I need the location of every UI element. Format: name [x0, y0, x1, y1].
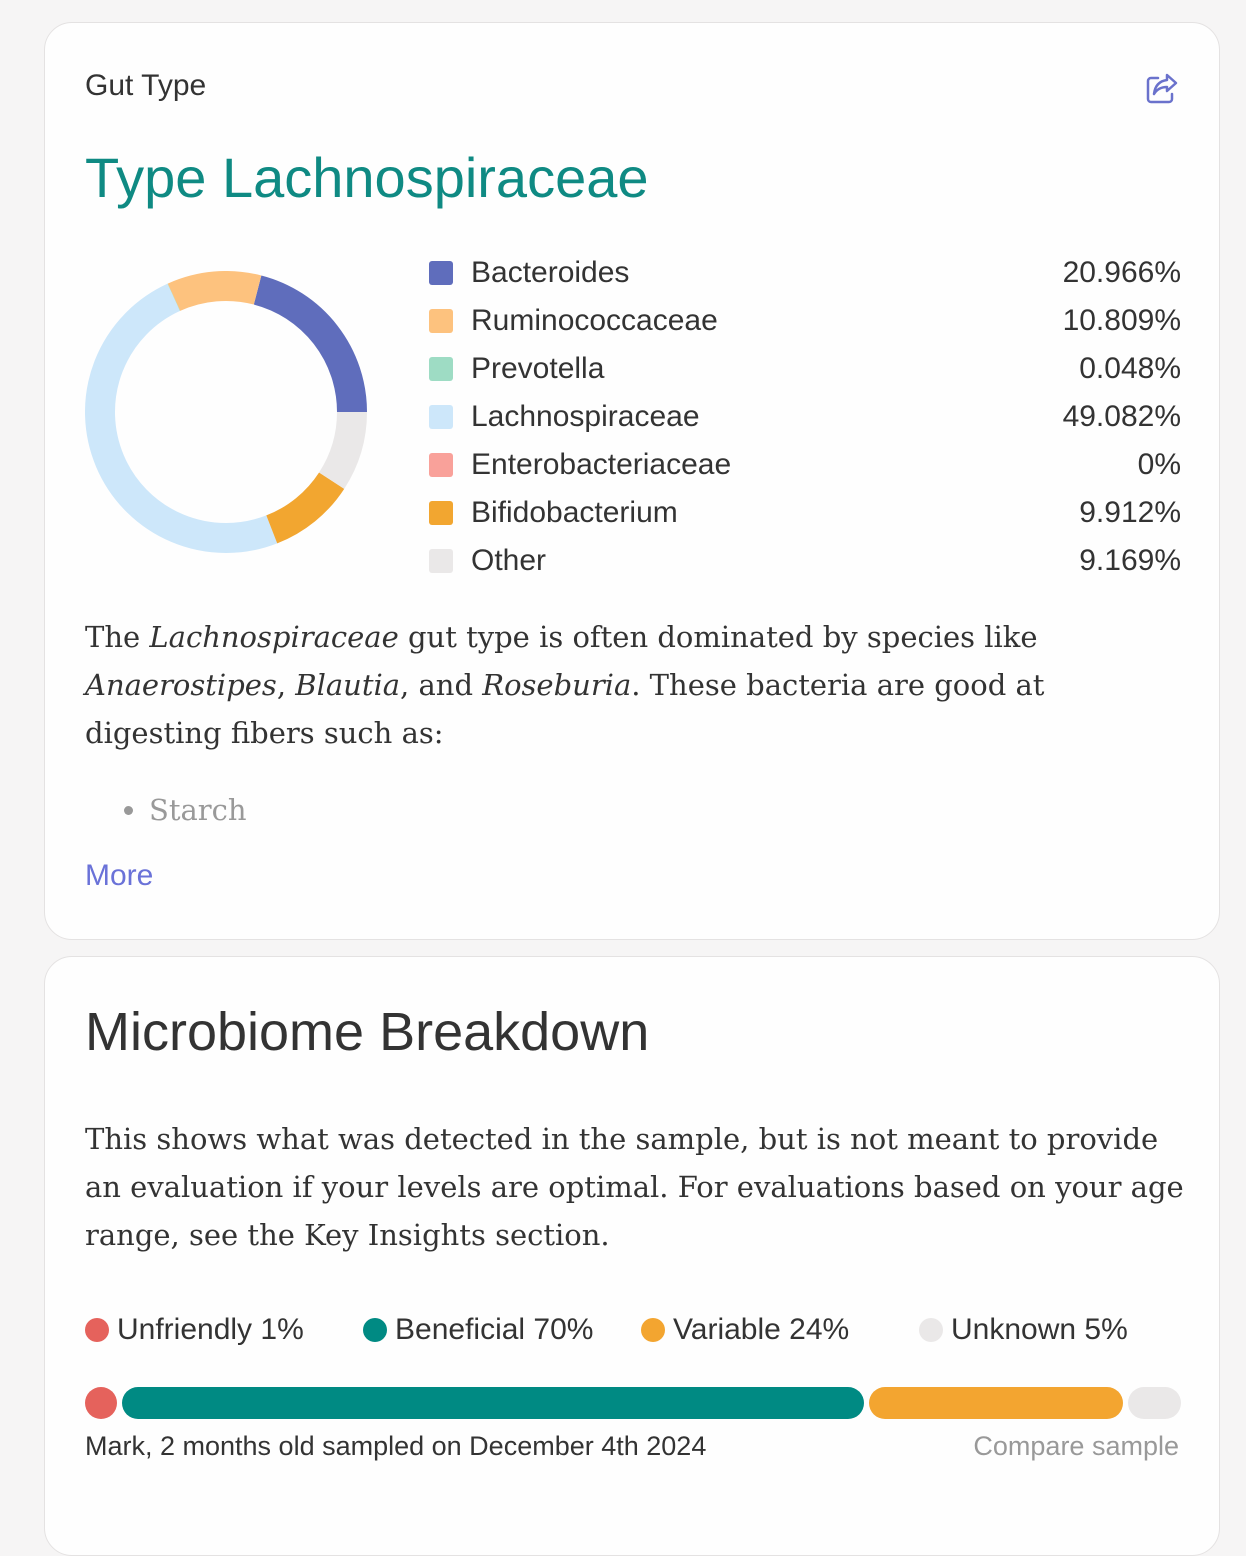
share-icon[interactable] [1145, 71, 1179, 105]
fiber-item: • Starch [149, 793, 247, 827]
legend-swatch [429, 549, 453, 573]
legend-item [429, 537, 1181, 585]
category-item [641, 1313, 849, 1347]
sample-info: Mark, 2 months old sampled on December 4th 2024 [85, 1431, 706, 1462]
legend-item [429, 393, 1181, 441]
category-label: Unfriendly 1% [117, 1313, 304, 1347]
legend-item [429, 345, 1181, 393]
category-label: Beneficial 70% [395, 1313, 593, 1347]
legend-item [429, 441, 1181, 489]
legend-swatch [429, 309, 453, 333]
legend-name: Bifidobacterium [471, 496, 1079, 530]
donut-slice-bifidobacterium [272, 481, 332, 530]
legend-name: Enterobacteriaceae [471, 448, 1138, 482]
breakdown-bar [85, 1387, 1181, 1419]
category-dot [363, 1318, 387, 1342]
legend-value: 49.082% [1063, 400, 1181, 434]
legend-value: 9.912% [1079, 496, 1181, 530]
legend-swatch [429, 357, 453, 381]
legend-name: Other [471, 544, 1079, 578]
donut-slice-other [332, 412, 352, 481]
gut-type-description: The Lachnospiraceae gut type is often dominated by species like Anaerostipes, Blautia, and Roseburia. These bacteria are good at digesting fibers such as: [85, 613, 1085, 757]
microbiome-breakdown-card [44, 956, 1220, 1556]
category-dot [85, 1318, 109, 1342]
breakdown-title: Microbiome Breakdown [85, 1001, 649, 1063]
fiber-list [119, 793, 247, 827]
category-dot [919, 1318, 943, 1342]
compare-sample-link[interactable]: Compare sample [973, 1431, 1179, 1462]
category-label: Variable 24% [673, 1313, 849, 1347]
category-label: Unknown 5% [951, 1313, 1128, 1347]
legend-name: Lachnospiraceae [471, 400, 1063, 434]
legend-swatch [429, 405, 453, 429]
donut-chart [85, 271, 367, 553]
legend-value: 0% [1138, 448, 1181, 482]
legend-item [429, 297, 1181, 345]
donut-slice-lachnospiraceae [100, 297, 272, 538]
legend-swatch [429, 501, 453, 525]
donut-slice-ruminococcaceae [174, 286, 258, 297]
legend-item [429, 249, 1181, 297]
category-item [363, 1313, 593, 1347]
legend [429, 249, 1181, 585]
legend-item [429, 489, 1181, 537]
bar-segment [1128, 1387, 1181, 1419]
bar-segment [122, 1387, 864, 1419]
legend-swatch [429, 261, 453, 285]
more-link[interactable]: More [85, 859, 153, 893]
legend-name: Ruminococcaceae [471, 304, 1063, 338]
legend-value: 0.048% [1079, 352, 1181, 386]
category-item [85, 1313, 304, 1347]
legend-value: 9.169% [1079, 544, 1181, 578]
category-item [919, 1313, 1128, 1347]
gut-type-title: Type Lachnospiraceae [85, 145, 649, 210]
legend-name: Bacteroides [471, 256, 1063, 290]
legend-name: Prevotella [471, 352, 1079, 386]
bar-segment [869, 1387, 1123, 1419]
legend-value: 20.966% [1063, 256, 1181, 290]
donut-slice-bacteroides [258, 290, 352, 412]
bar-segment [85, 1387, 117, 1419]
card-label: Gut Type [85, 69, 206, 103]
legend-swatch [429, 453, 453, 477]
breakdown-description: This shows what was detected in the sample, but is not meant to provide an evaluation if your levels are optimal. For evaluations based on your age range, see the Key Insights section. [85, 1115, 1185, 1259]
category-dot [641, 1318, 665, 1342]
legend-value: 10.809% [1063, 304, 1181, 338]
gut-type-card [44, 22, 1220, 940]
